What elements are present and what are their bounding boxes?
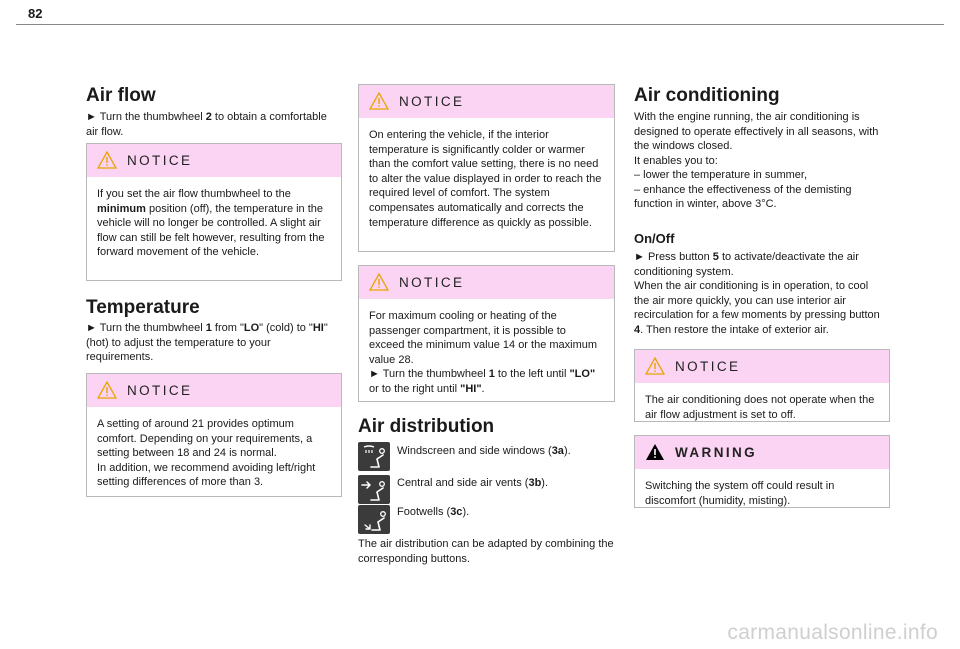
notice-header [359, 266, 614, 299]
notice-header [87, 144, 341, 177]
windscreen-vent-icon [358, 442, 390, 471]
air-distribution-footer: The air distribution can be adapted by combining the corresponding buttons. [358, 538, 614, 565]
notice-label: NOTICE [127, 153, 193, 168]
onoff-text: ► Press button 5 to activate/deactivate the air conditioning system. When the air conditioning is in operation, to cool the air more quickly, you can use interior air recirculation for a few moments by pressing button 4. Then restore the intake of exterior air. [634, 251, 880, 336]
notice-text: If you set the air flow thumbwheel to the minimum position (off), the temperature in the vehicle will no longer be controlled. A slight air flow can still be felt however, resulting from the forward movement of the vehicle. [97, 188, 325, 259]
notice-box-interior-temp [358, 84, 615, 252]
warning-header [635, 436, 889, 469]
temperature-title: Temperature [86, 297, 200, 318]
notice-text: On entering the vehicle, if the interior temperature is significantly colder or warmer than the comfort value setting, there is no need to alter the value displayed in order to reach the required level of comfort. The system compensates automatically and corrects the temperature difference as quickly as possible. [369, 129, 602, 229]
notice-text: A setting of around 21 provides optimum comfort. Depending on your requirements, a setting between 18 and 24 is normal. In addition, we recommend avoiding left/right setting differences of more than 3. [97, 418, 316, 489]
notice-label: NOTICE [399, 275, 465, 290]
central-vent-icon [358, 475, 390, 504]
notice-label: NOTICE [675, 359, 741, 374]
onoff-title: On/Off [634, 231, 675, 246]
header-rule [16, 24, 944, 25]
warning-triangle-icon [645, 357, 665, 375]
notice-header [87, 374, 341, 407]
notice-label: NOTICE [399, 94, 465, 109]
air-dist-item-footwells: Footwells (3c). [397, 506, 470, 518]
air-flow-title: Air flow [86, 85, 156, 106]
warning-triangle-icon [369, 273, 389, 291]
notice-box-air-flow [86, 143, 342, 281]
warning-box-ac [634, 435, 890, 508]
notice-text: For maximum cooling or heating of the passenger compartment, it is possible to exceed the minimum value 14 or the maximum value 28. ► Turn the thumbwheel 1 to the left until "LO" or to the right until "HI". [369, 310, 598, 395]
air-distribution-title: Air distribution [358, 416, 495, 437]
notice-text: The air conditioning does not operate when the air flow adjustment is set to off. [645, 394, 875, 421]
notice-label: NOTICE [127, 383, 193, 398]
temperature-text: ► Turn the thumbwheel 1 from "LO" (cold) to "HI" (hot) to adjust the temperature to your requirements. [86, 322, 328, 363]
notice-box-ac [634, 349, 890, 422]
warning-triangle-icon [97, 381, 117, 399]
air-flow-text: ► Turn the thumbwheel 2 to obtain a comfortable air flow. [86, 111, 327, 138]
notice-box-max-cooling [358, 265, 615, 402]
notice-box-temperature [86, 373, 342, 497]
watermark: carmanualsonline.info [727, 621, 938, 644]
footwell-vent-icon [358, 505, 390, 534]
air-dist-item-windscreen: Windscreen and side windows (3a). [397, 445, 571, 457]
warning-label: WARNING [675, 445, 758, 460]
warning-text: Switching the system off could result in discomfort (humidity, misting). [645, 480, 835, 507]
warning-triangle-icon [369, 92, 389, 110]
air-conditioning-text: With the engine running, the air conditioning is designed to operate effectively in all seasons, with the windows closed. It enables you to: – lower the temperature in summer, – enhance the effectiveness of the demisting function in winter, above 3°C. [634, 111, 879, 210]
notice-header [359, 85, 614, 118]
page-number: 82 [28, 6, 43, 21]
air-dist-item-central: Central and side air vents (3b). [397, 477, 549, 489]
danger-triangle-icon [645, 443, 665, 461]
notice-header [635, 350, 889, 383]
warning-triangle-icon [97, 151, 117, 169]
air-conditioning-title: Air conditioning [634, 85, 780, 106]
